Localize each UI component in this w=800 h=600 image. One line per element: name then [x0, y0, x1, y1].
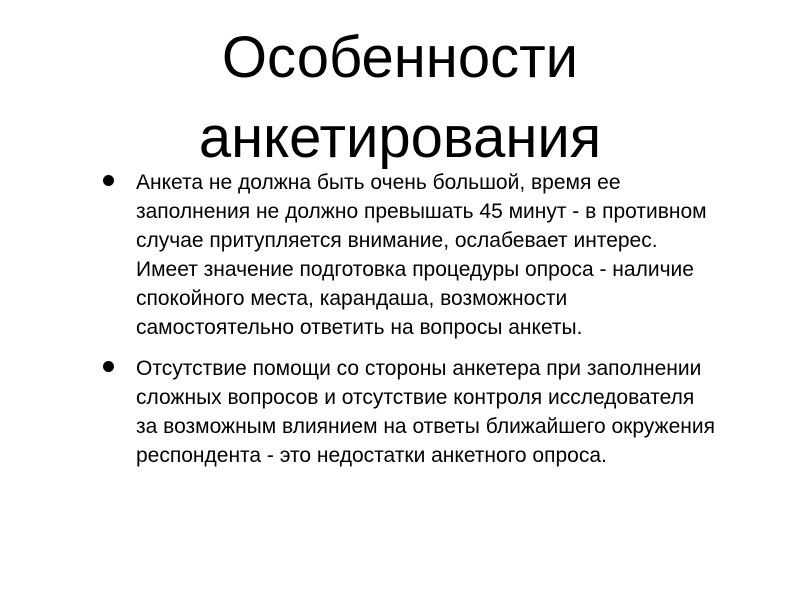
bullet-text-2: Отсутствие помощи со стороны анкетера при заполнении сложных вопросов и отсутствие контроля исследователя за возможным влиянием на ответы ближайшего окружения респондента - это недостатки анкетного опроса. — [136, 357, 715, 467]
bullet-text-1: Анкета не должна быть очень большой, время ее заполнения не должно превышать 45 минут - в противном случае притупляется внимание, ослабевает интерес. Имеет значение подготовка процедуры опроса - наличие спокойного места, карандаша, возможности самостоятельно ответить на вопросы анкеты. — [136, 171, 707, 339]
slide-title — [60, 18, 740, 178]
bullet-item-1 — [97, 168, 717, 342]
bullet-list — [97, 168, 717, 482]
bullet-item-2 — [97, 354, 717, 470]
slide-title-line-2: анкетирования — [198, 105, 602, 170]
bullet-dot-icon — [103, 361, 114, 372]
slide-title-line-1: Особенности — [221, 25, 579, 90]
bullet-dot-icon — [103, 175, 114, 186]
